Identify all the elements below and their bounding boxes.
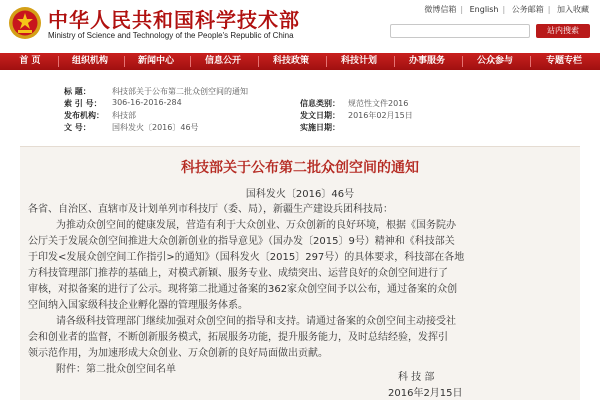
- meta-num-label: 文 号：: [64, 123, 91, 132]
- divider: |: [547, 5, 551, 14]
- site-subtitle: Ministry of Science and Technology of the People's Republic of China: [48, 31, 294, 40]
- site-header: [0, 0, 600, 50]
- article-body: [20, 146, 580, 400]
- meta-date-value: 2016年02月15日: [348, 111, 413, 120]
- weibo-link[interactable]: 微博信箱: [424, 5, 457, 14]
- search-button[interactable]: 站内搜索: [536, 24, 590, 38]
- nav-programs[interactable]: 科技计划: [340, 56, 377, 66]
- paragraph-line: 于印发<发展众创空间工作指引>的通知》（国科发火〔2015〕297号）的具体要求，科技部在各地: [28, 252, 465, 263]
- meta-index-value: 306-16-2016-284: [112, 98, 182, 107]
- attachment-link[interactable]: 附件：第二批众创空间名单: [56, 364, 176, 375]
- paragraph-line: 为推动众创空间的健康发展，营造有利于大众创业、万众创新的良好环境，根据《国务院办: [56, 220, 456, 231]
- nav-divider: [326, 56, 327, 67]
- paragraph-line: 领示范作用，为加速形成大众创业、万众创新的良好局面做出贡献。: [28, 348, 328, 359]
- nav-services[interactable]: 办事服务: [408, 56, 445, 66]
- nav-info-disclosure[interactable]: 信息公开: [204, 56, 241, 66]
- paragraph-line: 会和创业者的监督，不断创新服务模式，拓展服务功能，提升服务能力，及时总结经验，发挥引: [28, 332, 448, 343]
- national-emblem-icon: [8, 6, 42, 40]
- doc-number: 国科发火〔2016〕46号: [245, 189, 355, 200]
- top-links: [423, 4, 590, 15]
- nav-public[interactable]: 公众参与: [476, 56, 513, 66]
- meta-title-label: 标 题：: [64, 87, 91, 96]
- signature-org: 科 技 部: [398, 372, 435, 383]
- divider: |: [460, 5, 464, 14]
- paragraph-line: 请各级科技管理部门继续加强对众创空间的指导和支持。请通过备案的众创空间主动接受社: [56, 316, 456, 327]
- meta-date-label: 发文日期：: [300, 111, 340, 120]
- meta-impl-label: 实施日期：: [300, 123, 340, 132]
- paragraph-line: 公厅关于发展众创空间推进大众创新创业的指导意见》（国办发〔2015〕9号）精神和《科技部关: [28, 236, 455, 247]
- divider: |: [502, 5, 506, 14]
- meta-org-value: 科技部: [112, 111, 136, 120]
- article: [0, 138, 600, 400]
- nav-organization[interactable]: 组织机构: [71, 56, 108, 66]
- nav-divider: [258, 56, 259, 67]
- email-link[interactable]: 公务邮箱: [511, 5, 544, 14]
- nav-home[interactable]: 首 页: [19, 56, 41, 66]
- salutation: 各省、自治区、直辖市及计划单列市科技厅（委、局），新疆生产建设兵团科技局：: [28, 204, 393, 215]
- paragraph-line: 空间纳入国家级科技企业孵化器的管理服务体系。: [28, 300, 248, 311]
- nav-divider: [190, 56, 191, 67]
- search-bar: [390, 24, 590, 40]
- nav-topics[interactable]: 专题专栏: [545, 56, 582, 66]
- site-title: 中华人民共和国科学技术部: [48, 8, 300, 32]
- meta-category-label: 信息类别：: [300, 99, 340, 108]
- meta-org-label: 发布机构：: [64, 111, 104, 120]
- nav-divider: [530, 56, 531, 67]
- signature-date: 2016年2月15日: [388, 388, 463, 399]
- nav-divider: [58, 56, 59, 67]
- document-metadata: [0, 72, 600, 132]
- paragraph-line: 审核，对拟备案的进行了公示。现将第二批通过备案的362家众创空间予以公布，通过备案的众创: [28, 284, 458, 295]
- meta-num-value: 国科发火〔2016〕46号: [112, 123, 199, 132]
- meta-title-value: 科技部关于公布第二批众创空间的通知: [112, 87, 248, 96]
- meta-category-value: 规范性文件2016: [348, 99, 409, 108]
- nav-news[interactable]: 新闻中心: [137, 56, 174, 66]
- favorite-link[interactable]: 加入收藏: [557, 5, 589, 14]
- paragraph-line: 方科技管理部门推荐的基础上，对模式新颖、服务专业、成绩突出、运营良好的众创空间进行了: [28, 268, 448, 279]
- nav-divider: [124, 56, 125, 67]
- search-input[interactable]: [390, 24, 530, 38]
- main-nav: [0, 53, 600, 70]
- nav-policy[interactable]: 科技政策: [272, 56, 309, 66]
- nav-divider: [462, 56, 463, 67]
- article-title: 科技部关于公布第二批众创空间的通知: [181, 160, 419, 176]
- nav-divider: [394, 56, 395, 67]
- english-link[interactable]: English: [469, 5, 499, 14]
- meta-index-label: 索 引 号：: [64, 99, 102, 108]
